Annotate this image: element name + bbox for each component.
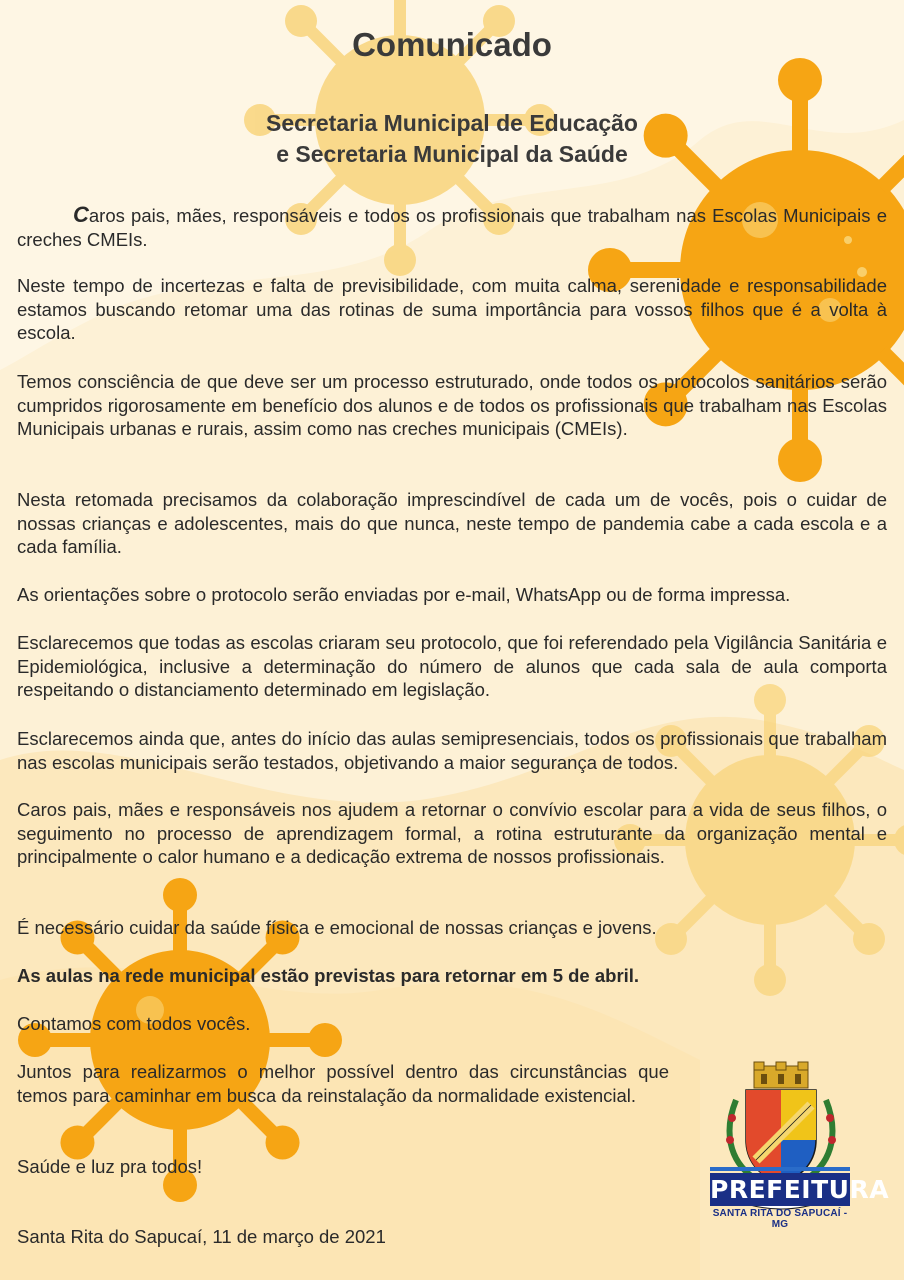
page-subtitle [0,108,904,170]
prefeitura-sublabel: SANTA RITA DO SAPUCAÍ - MG [712,1208,848,1230]
paragraph-11: Contamos com todos vocês. [17,1013,251,1034]
paragraph-12: Juntos para realizarmos o melhor possível dentro das circunstâncias que temos para caminhar em busca da reinstalação da normalidade existencial. [17,1061,669,1106]
subtitle-line-2: e Secretaria Municipal da Saúde [276,141,628,167]
prefeitura-label: PREFEITURA [710,1175,890,1204]
page-title: Comunicado [352,26,552,63]
paragraph-1 [17,203,887,251]
paragraph-4: Nesta retomada precisamos da colaboração imprescindível de cada um de vocês, pois o cuidar de nossas crianças e adolescentes, mais do que nunca, neste tempo de pandemia cabe a cada escola e a cada família. [17,489,887,557]
drop-cap: C [73,202,89,227]
subtitle-line-1: Secretaria Municipal de Educação [266,110,638,136]
logo-stripe [710,1167,850,1171]
paragraph-1-text: aros pais, mães, responsáveis e todos os profissionais que trabalham nas Escolas Municipais e creches CMEIs. [17,205,887,250]
paragraph-9: É necessário cuidar da saúde física e emocional de nossas crianças e jovens. [17,917,657,938]
date-line: Santa Rita do Sapucaí, 11 de março de 2021 [17,1226,386,1247]
paragraph-8: Caros pais, mães e responsáveis nos ajudem a retornar o convívio escolar para a vida de seus filhos, o seguimento no processo de aprendizagem formal, a rotina estruturante da organização mental e principalmente o calor humano e a dedicação extrema de nossos profissionais. [17,799,887,867]
paragraph-5: As orientações sobre o protocolo serão enviadas por e-mail, WhatsApp ou de forma impressa. [17,584,791,605]
paragraph-10-highlight: As aulas na rede municipal estão previstas para retornar em 5 de abril. [17,965,640,986]
paragraph-13: Saúde e luz pra todos! [17,1156,203,1177]
paragraph-3: Temos consciência de que deve ser um processo estruturado, onde todos os protocolos sanitários serão cumpridos rigorosamente em benefício dos alunos e de todos os profissionais que trabalham nas Escolas Municipais urbanas e rurais, assim como nas creches municipais (CMEIs). [17,371,887,439]
paragraph-7: Esclarecemos ainda que, antes do início das aulas semipresenciais, todos os profissionais que trabalham nas escolas municipais serão testados, objetivando a maior segurança de todos. [17,728,887,773]
paragraph-2: Neste tempo de incertezas e falta de previsibilidade, com muita calma, serenidade e responsabilidade estamos buscando retomar uma das rotinas de suma importância para vossos filhos que é a volta à escola. [17,275,887,343]
paragraph-6: Esclarecemos que todas as escolas criaram seu protocolo, que foi referendado pela Vigilância Sanitária e Epidemiológica, inclusive a determinação do número de alunos que cada sala de aula comporta respeitando o distanciamento determinado em legislação. [17,632,887,700]
